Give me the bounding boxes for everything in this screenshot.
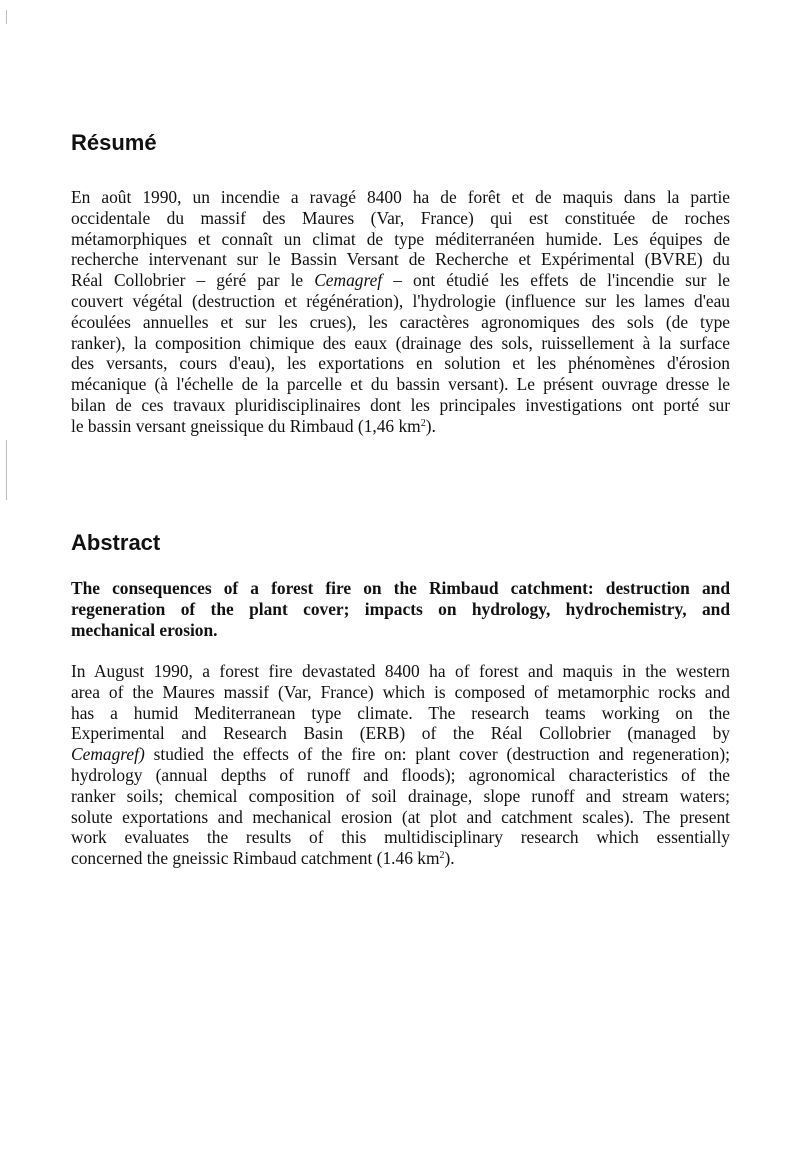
text-line: bilan de ces travaux pluridisciplinaires dont les principales investigations ont porté sur [71,394,730,415]
text-segment: ). [425,415,436,436]
text-line: area of the Maures massif (Var, France) which is composed of metamorphic rocks and [71,681,730,702]
text-line [71,744,730,765]
resume-heading: Résumé [71,130,157,155]
text-line: In August 1990, a forest fire devastated 8400 ha of forest and maquis in the western [71,661,730,681]
text-line: solute exportations and mechanical erosion (at plot and catchment scales). The present [71,806,730,827]
text-line [71,270,730,291]
text-line: ranker), la composition chimique des eaux (drainage des sols, ruissellement à la surface [71,332,730,353]
scan-margin-mark [6,10,7,24]
italic-text: Cemagref [314,270,383,291]
text-line: En août 1990, un incendie a ravagé 8400 ha de forêt et de maquis dans la partie [71,187,730,207]
text-line: has a humid Mediterranean type climate. The research teams working on the [71,702,730,723]
text-line: ranker soils; chemical composition of soil drainage, slope runoff and stream waters; [71,785,730,806]
text-segment: le bassin versant gneissique du Rimbaud (1,46 km [71,415,421,436]
text-segment: Réal Collobrier – géré par le [71,270,315,291]
text-line [71,848,730,869]
text-line: Experimental and Research Basin (ERB) of the Réal Collobrier (managed by [71,723,730,744]
text-line: regeneration of the plant cover; impacts on hydrology, hydrochemistry, and [71,598,730,619]
text-line: mechanical erosion. [71,619,218,640]
abstract-heading: Abstract [71,530,161,555]
text-line: couvert végétal (destruction et régénération), l'hydrologie (influence sur les lames d'eau [71,290,730,311]
text-line: écoulées annuelles et sur les crues), les caractères agronomiques des sols (de type [71,311,730,332]
text-line: The consequences of a forest fire on the Rimbaud catchment: destruction and [71,578,730,598]
text-line: work evaluates the results of this multidisciplinary research which essentially [71,827,730,848]
italic-text: Cemagref) [71,744,145,765]
text-line: recherche intervenant sur le Bassin Versant de Recherche et Expérimental (BVRE) du [71,249,730,270]
text-segment: ). [444,848,455,869]
text-line: occidentale du massif des Maures (Var, France) qui est constituée de roches [71,207,730,228]
superscript: 2 [420,417,426,429]
scan-margin-mark [6,440,7,500]
abstract-title [71,578,730,640]
text-line: des versants, cours d'eau), les exportations en solution et les phénomènes d'érosion [71,353,730,374]
text-segment: studied the effects of the fire on: plant cover (destruction and regeneration); [144,744,730,765]
text-line: métamorphiques et connaît un climat de type méditerranéen humide. Les équipes de [71,228,730,249]
superscript: 2 [439,850,445,862]
resume-paragraph [71,187,730,437]
text-segment: – ont étudié les effets de l'incendie sur le [382,270,730,291]
text-line: hydrology (annual depths of runoff and floods); agronomical characteristics of the [71,764,730,785]
text-segment: concerned the gneissic Rimbaud catchment (1.46 km [71,848,440,869]
text-line [71,416,730,437]
text-line: mécanique (à l'échelle de la parcelle et du bassin versant). Le présent ouvrage dresse le [71,374,730,395]
abstract-paragraph [71,661,730,869]
